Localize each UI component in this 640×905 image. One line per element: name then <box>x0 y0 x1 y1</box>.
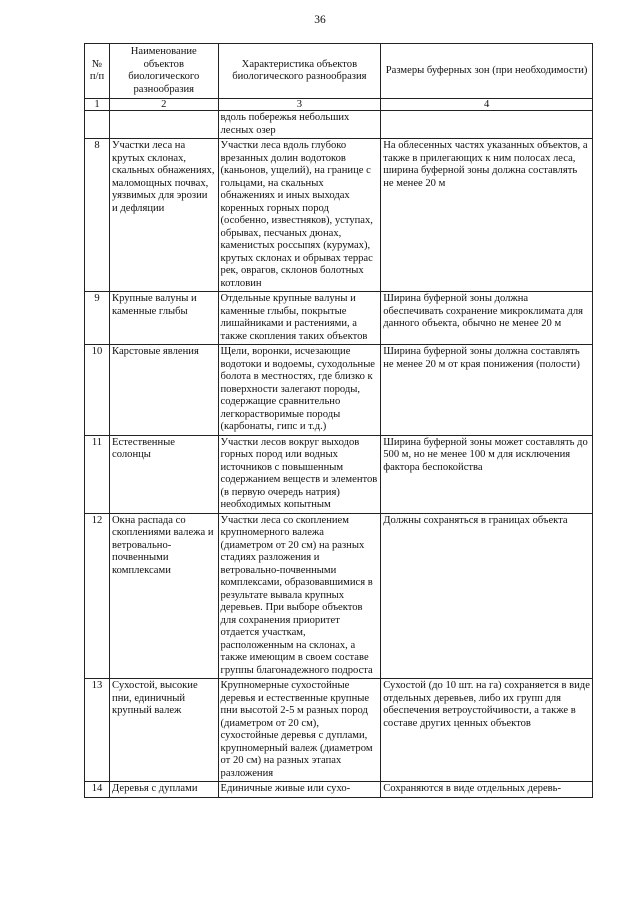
column-number: 4 <box>381 99 593 111</box>
row-num <box>85 111 110 139</box>
table-row <box>85 513 593 679</box>
row-num: 9 <box>85 292 110 345</box>
row-num: 12 <box>85 513 110 679</box>
table-row <box>85 292 593 345</box>
row-name: Крупные валуны и каменные глыбы <box>110 292 218 345</box>
row-characteristics: вдоль побережья небольших лесных озер <box>218 111 381 139</box>
row-characteristics: Участки леса со скоплением крупномерного валежа (диаметром от 20 см) на разных стадиях разложения и ветровально-почвенными комплексами, образовавшимися в результате вывала крупных деревьев. При выборе объектов для сохранения приоритет отдается участкам, расположенным на склонах, а также имеющим в своем составе группы благонадежного подроста <box>218 513 381 679</box>
page-number: 36 <box>314 14 326 26</box>
column-number: 3 <box>218 99 381 111</box>
row-num: 14 <box>85 782 110 798</box>
row-num: 11 <box>85 435 110 513</box>
header-buffer: Размеры буферных зон (при необходимости) <box>381 44 593 99</box>
row-buffer <box>381 111 593 139</box>
row-buffer: Сухостой (до 10 шт. на га) сохраняется в виде отдельных деревьев, либо их групп для обеспечения ветроустойчивости, а также в составе других ценных объектов <box>381 679 593 782</box>
column-number-row <box>85 99 593 111</box>
row-buffer: Ширина буферной зоны должна обеспечивать сохранение микроклимата для данного объекта, обычно не менее 20 м <box>381 292 593 345</box>
column-number: 1 <box>85 99 110 111</box>
column-number: 2 <box>110 99 218 111</box>
row-characteristics: Участки леса вдоль глубоко врезанных долин водотоков (каньонов, ущелий), на границе с гольцами, на скальных обнажениях и иных выходах коренных горных пород (особенно, известняков), уступах, обрывах, песчаных дюнах, каменистых россыпях (курумах), крутых склонах и обрывах террас рек, оврагов, склонов болотных котловин <box>218 139 381 292</box>
table-row <box>85 345 593 436</box>
row-buffer: Должны сохраняться в границах объекта <box>381 513 593 679</box>
table-row <box>85 435 593 513</box>
table-row <box>85 139 593 292</box>
row-name: Участки леса на крутых склонах, скальных обнажениях, маломощных почвах, уязвимых для эрозии и дефляции <box>110 139 218 292</box>
row-name: Естественные солонцы <box>110 435 218 513</box>
row-characteristics: Отдельные крупные валуны и каменные глыбы, покрытые лишайниками и растениями, а также скопления таких объектов <box>218 292 381 345</box>
header-num: № п/п <box>85 44 110 99</box>
row-characteristics: Единичные живые или сухо- <box>218 782 381 798</box>
row-name: Окна распада со скоплениями валежа и ветровально-почвенными комплексами <box>110 513 218 679</box>
table-row <box>85 111 593 139</box>
row-name: Сухостой, высокие пни, единичный крупный валеж <box>110 679 218 782</box>
row-name <box>110 111 218 139</box>
row-buffer: Ширина буферной зоны должна составлять не менее 20 м от края понижения (полости) <box>381 345 593 436</box>
table-row <box>85 782 593 798</box>
row-name: Деревья с дуплами <box>110 782 218 798</box>
row-num: 10 <box>85 345 110 436</box>
row-name: Карстовые явления <box>110 345 218 436</box>
row-characteristics: Щели, воронки, исчезающие водотоки и водоемы, суходольные болота в местностях, где близко к поверхности залегают породы, содержащие сравнительно легкорастворимые породы (карбонаты, гипс и т.д.) <box>218 345 381 436</box>
row-buffer: Ширина буферной зоны может составлять до 500 м, но не менее 100 м для исключения фактора беспокойства <box>381 435 593 513</box>
row-buffer: На облесенных частях указанных объектов, а также в прилегающих к ним полосах леса, ширина буферной зоны должна составлять не менее 20 м <box>381 139 593 292</box>
row-num: 8 <box>85 139 110 292</box>
header-name: Наименование объектов биологического разнообразия <box>110 44 218 99</box>
table-row <box>85 679 593 782</box>
header-row <box>85 44 593 99</box>
biodiversity-table <box>84 43 593 798</box>
row-buffer: Сохраняются в виде отдельных деревь- <box>381 782 593 798</box>
row-characteristics: Участки лесов вокруг выходов горных пород или водных источников с повышенным содержанием веществ и элементов (в первую очередь натрия) необходимых копытным <box>218 435 381 513</box>
header-characteristics: Характеристика объектов биологического разнообразия <box>218 44 381 99</box>
row-num: 13 <box>85 679 110 782</box>
row-characteristics: Крупномерные сухостойные деревья и естественные крупные пни высотой 2-5 м разных пород (диаметром от 20 см), сухостойные деревья с дуплами, крупномерный валеж (диаметром от 20 см) на разных этапах разложения <box>218 679 381 782</box>
